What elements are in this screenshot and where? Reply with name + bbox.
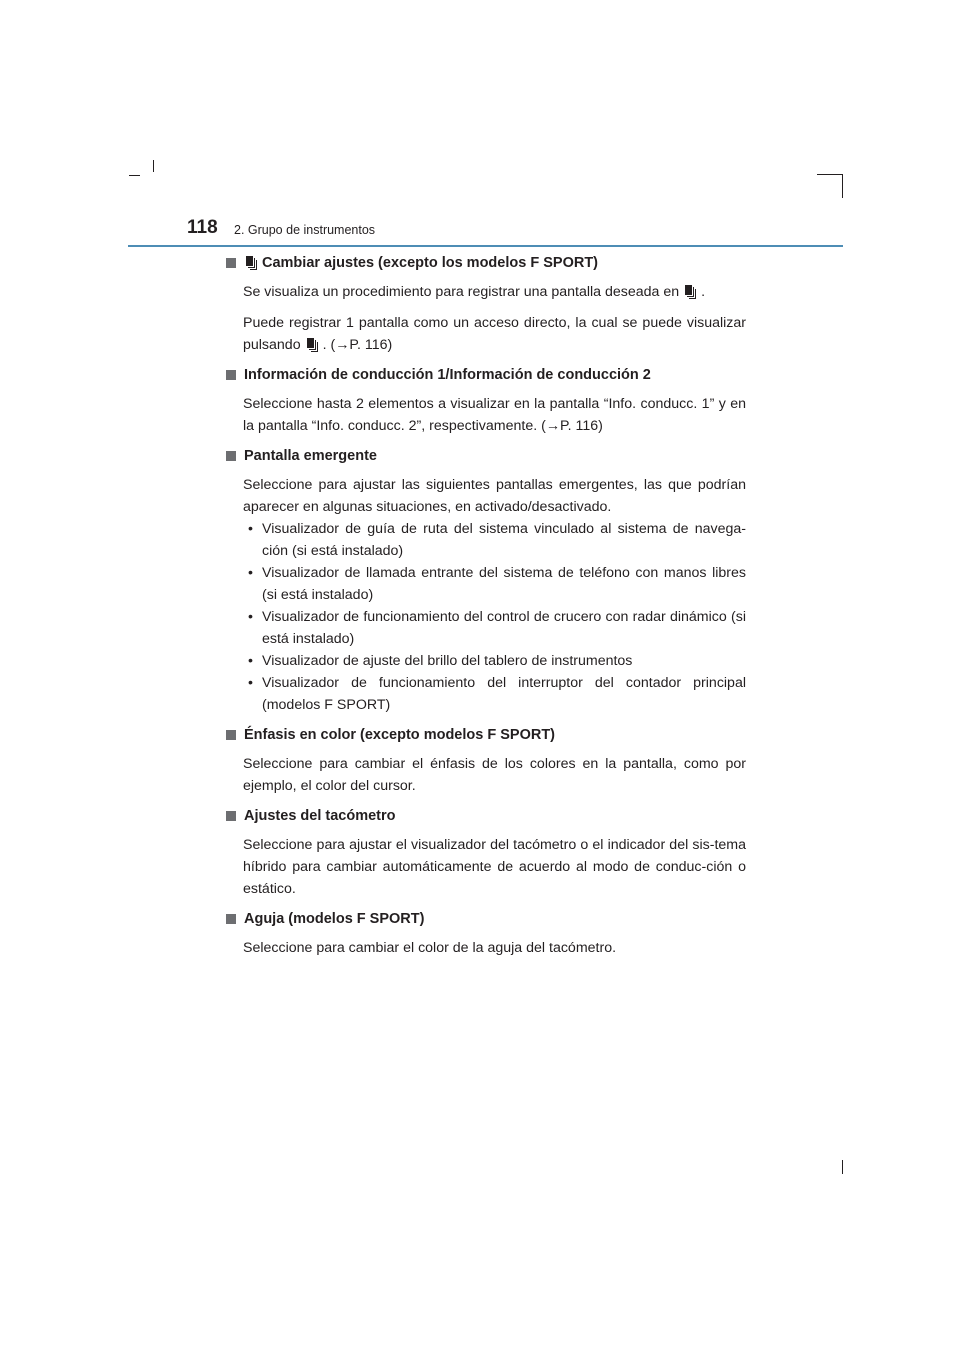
paragraph-text: . (701, 284, 706, 300)
bullet-dot-icon: • (248, 521, 253, 537)
square-bullet-icon (226, 451, 236, 461)
settings-pages-icon (244, 255, 258, 270)
square-bullet-icon (226, 370, 236, 380)
paragraph: Seleccione para ajustar el visualizador del tacómetro o el indicador del sis-tema híbrido para cambiar automáticamente de acuerdo al modo de conduc-ción o estático. (243, 837, 746, 897)
list-item: • Visualizador de funcionamiento del interruptor del contador principal (modelos F SPORT) (243, 672, 746, 716)
paragraph-text: . (→P. 116) (322, 337, 393, 353)
section-pantalla-emergente (226, 445, 746, 716)
paragraph (243, 281, 746, 303)
paragraph: Seleccione para cambiar el color de la aguja del tacómetro. (243, 940, 617, 956)
square-bullet-icon (226, 914, 236, 924)
section-title-text: Información de conducción 1/Información de conducción 2 (244, 367, 651, 383)
section-title (226, 724, 746, 746)
section-title (226, 252, 746, 274)
section-title (226, 364, 746, 386)
bullet-dot-icon: • (248, 609, 253, 625)
section-title-text: Pantalla emergente (244, 448, 377, 464)
crop-mark (842, 1160, 843, 1174)
page-header (187, 216, 843, 246)
chapter-title: 2. Grupo de instrumentos (234, 223, 376, 237)
square-bullet-icon (226, 811, 236, 821)
square-bullet-icon (226, 730, 236, 740)
section-title (226, 908, 746, 930)
crop-mark (153, 160, 154, 172)
section-title-text: Aguja (modelos F SPORT) (244, 911, 425, 927)
paragraph (243, 312, 746, 356)
section-title (226, 445, 746, 467)
list-item: • Visualizador de guía de ruta del sistema vinculado al sistema de navega-ción (si está instalado) (243, 518, 746, 562)
settings-pages-icon (683, 284, 697, 299)
list-item: • Visualizador de llamada entrante del sistema de teléfono con manos libres (si está instalado) (243, 562, 746, 606)
crop-mark (817, 174, 843, 175)
bullet-dot-icon: • (248, 653, 253, 669)
header-rule (128, 245, 843, 247)
section-info-conduccion (226, 364, 746, 437)
bullet-dot-icon: • (248, 565, 253, 581)
section-ajustes-tacometro (226, 805, 746, 900)
section-aguja (226, 908, 746, 959)
section-title-text: Ajustes del tacómetro (244, 808, 396, 824)
paragraph-text: Se visualiza un procedimiento para registrar una pantalla deseada en (243, 284, 680, 300)
paragraph: Seleccione para cambiar el énfasis de los colores en la pantalla, como por ejemplo, el color del cursor. (243, 756, 746, 794)
settings-pages-icon (305, 337, 319, 352)
list-item: • Visualizador de funcionamiento del control de crucero con radar dinámico (si está instalado) (243, 606, 746, 650)
section-enfasis-color (226, 724, 746, 797)
paragraph: Seleccione para ajustar las siguientes pantallas emergentes, las que podrían aparecer en algunas situaciones, en activado/desactivado. (243, 477, 746, 515)
crop-mark (842, 174, 843, 198)
crop-mark (129, 175, 140, 176)
square-bullet-icon (226, 258, 236, 268)
page-number: 118 (187, 217, 218, 238)
bullet-dot-icon: • (248, 675, 253, 691)
section-title-text: Énfasis en color (excepto modelos F SPORT) (244, 727, 556, 743)
bullet-list (243, 518, 746, 716)
section-cambiar-ajustes (226, 252, 746, 356)
section-title (226, 805, 746, 827)
page-content (226, 252, 746, 959)
list-item: • Visualizador de ajuste del brillo del tablero de instrumentos (243, 650, 746, 672)
paragraph-text: Puede registrar 1 pantalla como un acceso directo, la cual se puede visualizar pulsando (243, 315, 746, 353)
section-title-text: Cambiar ajustes (excepto los modelos F SPORT) (262, 255, 598, 271)
paragraph: Seleccione hasta 2 elementos a visualizar en la pantalla “Info. conducc. 1” y en la pantalla “Info. conducc. 2”, respectivamente. (→P. 116) (243, 396, 746, 434)
